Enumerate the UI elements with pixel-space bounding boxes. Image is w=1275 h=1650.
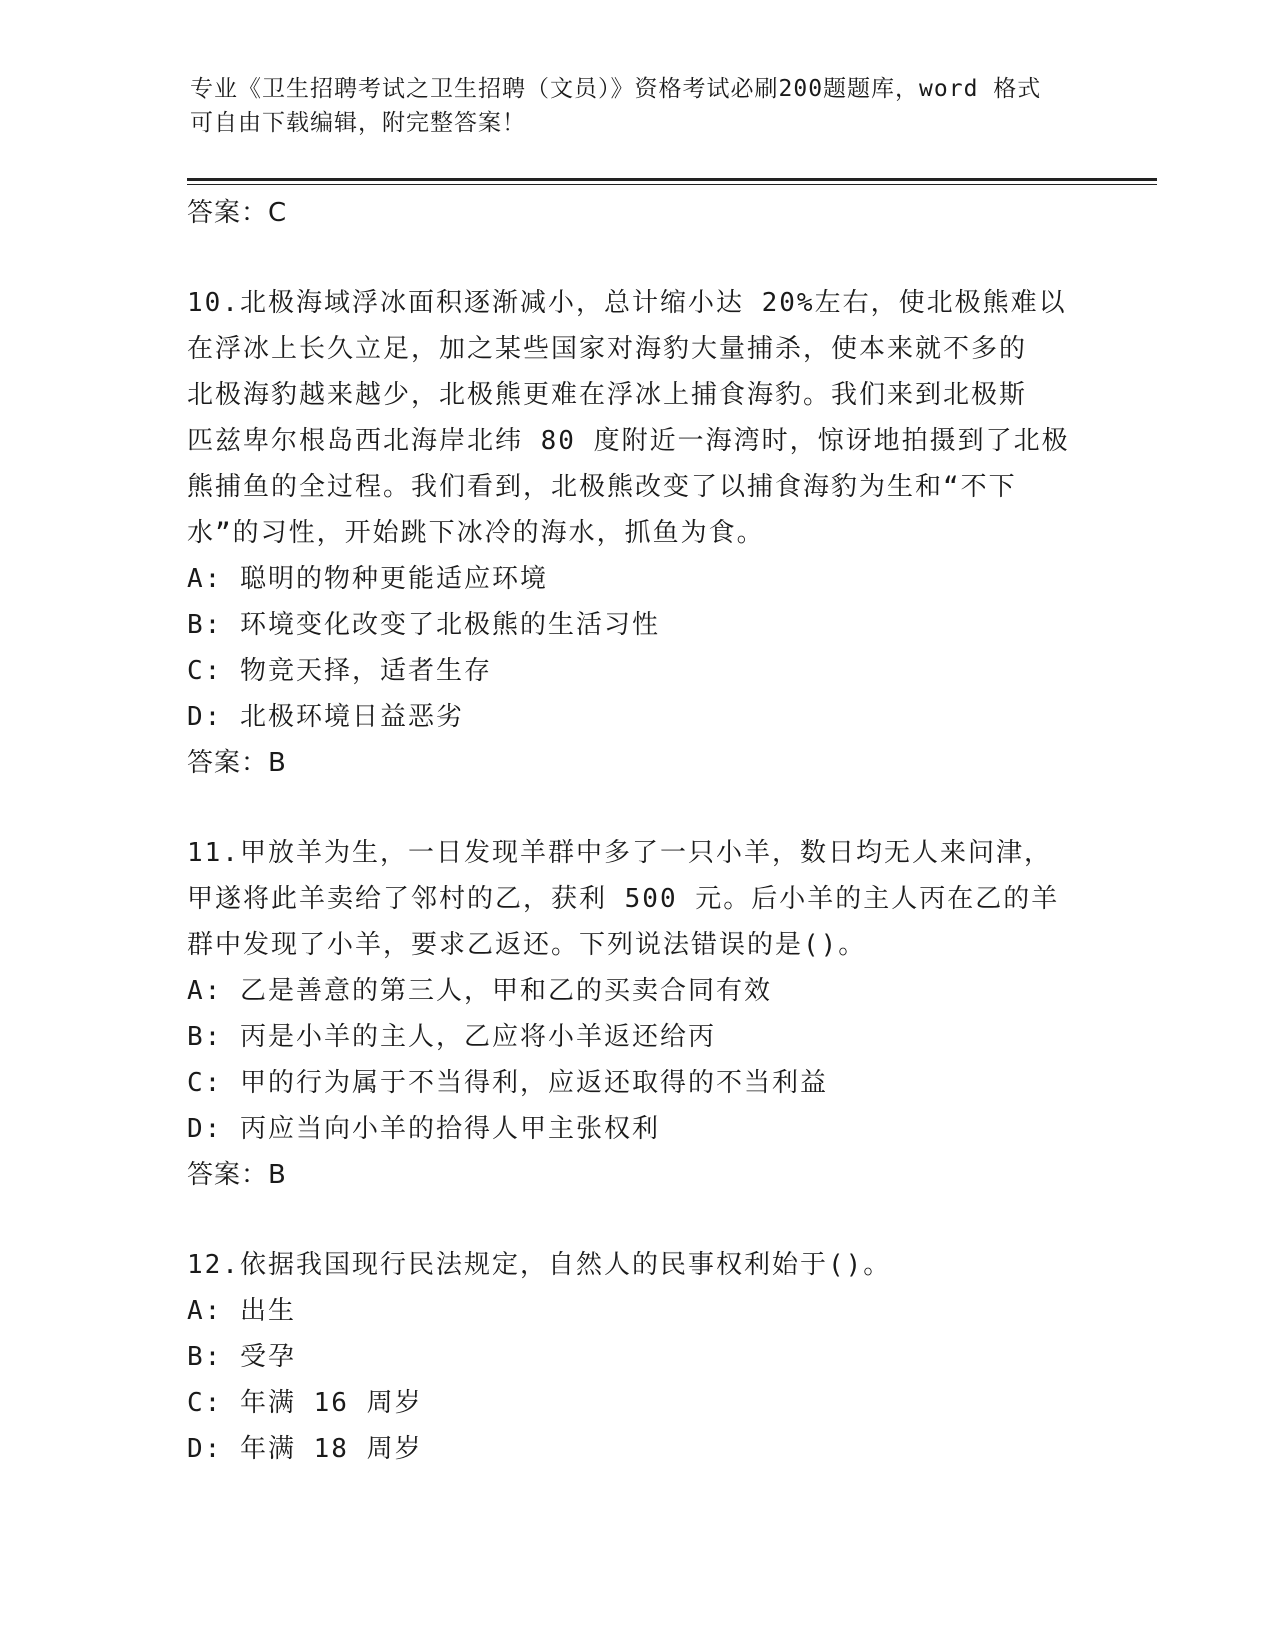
question-11-text-line-3: 群中发现了小羊，要求乙返还。下列说法错误的是()。 [187,930,867,960]
spacer [187,236,1117,280]
document-header [190,72,1090,140]
question-10-text-line-2: 在浮冰上长久立足，加之某些国家对海豹大量捕杀，使本来就不多的 [187,334,1028,364]
question-11-text-line-2: 甲遂将此羊卖给了邻村的乙，获利 500 元。后小羊的主人丙在乙的羊 [187,884,1060,914]
question-10-option-a: A: 聪明的物种更能适应环境 [187,564,548,594]
question-12-option-d: D: 年满 18 周岁 [187,1434,423,1464]
question-12-text-line-1: 12.依据我国现行民法规定，自然人的民事权利始于()。 [187,1250,892,1280]
spacer [187,786,1117,830]
document-body [187,190,1117,1472]
header-line-2: 可自由下载编辑，附完整答案！ [190,110,526,136]
question-10-text-line-6: 水”的习性，开始跳下冰冷的海水，抓鱼为食。 [187,518,765,548]
question-11-answer: 答案：B [187,1160,287,1190]
question-10-text-line-4: 匹兹卑尔根岛西北海岸北纬 80 度附近一海湾时，惊讶地拍摄到了北极 [187,426,1070,456]
question-10 [187,280,1117,786]
question-12-option-a: A: 出生 [187,1296,296,1326]
question-10-option-d: D: 北极环境日益恶劣 [187,702,464,732]
question-10-answer: 答案：B [187,748,287,778]
question-10-option-b: B: 环境变化改变了北极熊的生活习性 [187,610,660,640]
header-divider-thin [187,184,1157,185]
answer-previous: 答案：C [187,198,288,228]
question-11-option-b: B: 丙是小羊的主人，乙应将小羊返还给丙 [187,1022,716,1052]
question-11-option-d: D: 丙应当向小羊的拾得人甲主张权利 [187,1114,660,1144]
question-12-option-b: B: 受孕 [187,1342,296,1372]
question-11-text-line-1: 11.甲放羊为生，一日发现羊群中多了一只小羊，数日均无人来问津， [187,838,1052,868]
header-divider-thick [187,178,1157,181]
question-10-text-line-3: 北极海豹越来越少，北极熊更难在浮冰上捕食海豹。我们来到北极斯 [187,380,1028,410]
question-10-text-line-5: 熊捕鱼的全过程。我们看到，北极熊改变了以捕食海豹为生和“不下 [187,472,1017,502]
spacer [187,1198,1117,1242]
header-line-1: 专业《卫生招聘考试之卫生招聘（文员）》资格考试必刷200题题库，word 格式 [190,76,1042,102]
question-11-option-a: A: 乙是善意的第三人，甲和乙的买卖合同有效 [187,976,772,1006]
question-11 [187,830,1117,1198]
question-12-option-c: C: 年满 16 周岁 [187,1388,423,1418]
question-11-option-c: C: 甲的行为属于不当得利，应返还取得的不当利益 [187,1068,828,1098]
question-12 [187,1242,1117,1472]
question-10-option-c: C: 物竞天择，适者生存 [187,656,492,686]
question-10-text-line-1: 10.北极海域浮冰面积逐渐减小，总计缩小达 20%左右，使北极熊难以 [187,288,1067,318]
